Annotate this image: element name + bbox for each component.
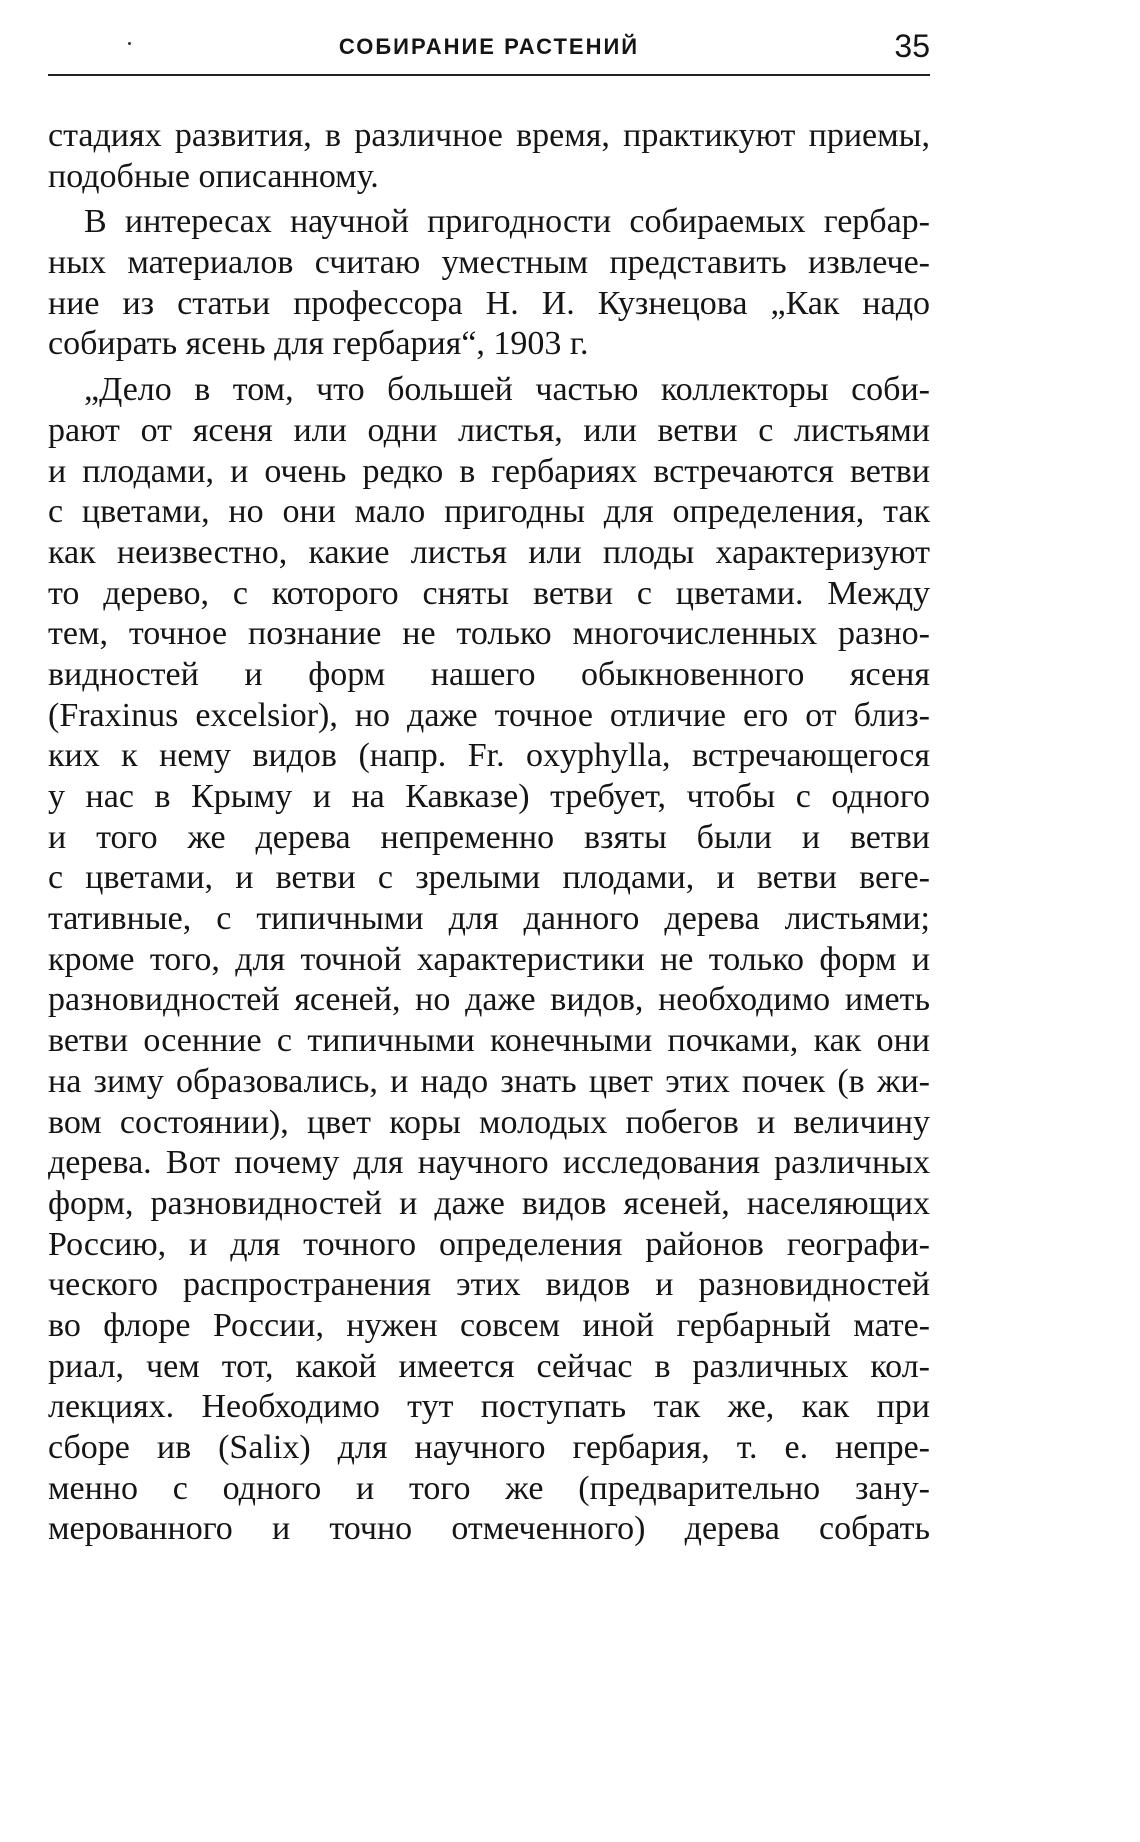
text-line: и плодами, и очень редко в гербариях встречаются ветви bbox=[48, 452, 930, 490]
text-line: во флоре России, нужен совсем иной гербарный мате- bbox=[48, 1306, 930, 1344]
paragraph-1 bbox=[48, 116, 930, 197]
text-line: В интересах научной пригодности собираемых гербар- bbox=[84, 203, 930, 241]
text-line: подобные описанному. bbox=[48, 157, 379, 195]
paragraph-3 bbox=[48, 370, 930, 1550]
text-line: тативные, с типичными для данного дерева листьями; bbox=[48, 900, 930, 938]
text-line: то дерево, с которого сняты ветви с цветами. Между bbox=[48, 574, 930, 612]
page-number: 35 bbox=[894, 28, 930, 64]
text-line: (Fraxinus excelsior), но даже точное отличие его от близ- bbox=[48, 696, 930, 734]
text-line: собирать ясень для гербария“, 1903 г. bbox=[48, 325, 589, 363]
text-line: сборе ив (Salix) для научного гербария, т. е. непре- bbox=[48, 1429, 930, 1466]
text-line: с цветами, и ветви с зрелыми плодами, и ветви веге- bbox=[48, 859, 930, 897]
text-line: и того же дерева непременно взяты были и ветви bbox=[48, 818, 930, 856]
text-line: Россию, и для точного определения районов географи- bbox=[48, 1225, 930, 1263]
text-line: вом состоянии), цвет коры молодых побегов и величину bbox=[48, 1103, 930, 1141]
text-line: кроме того, для точной характеристики не только форм и bbox=[48, 940, 930, 978]
text-line: разновидностей ясеней, но даже видов, необходимо иметь bbox=[48, 981, 930, 1019]
text-line: с цветами, но они мало пригодны для определения, так bbox=[48, 493, 930, 531]
text-line: дерева. Вот почему для научного исследования различных bbox=[48, 1144, 930, 1182]
running-title: СОБИРАНИЕ РАСТЕНИЙ bbox=[338, 34, 640, 59]
text-line: видностей и форм нашего обыкновенного ясеня bbox=[48, 655, 930, 693]
body-text bbox=[48, 116, 930, 1550]
text-line: ние из статьи профессора Н. И. Кузнецова „Как надо bbox=[48, 284, 930, 322]
text-line: ветви осенние с типичными конечными почками, как они bbox=[48, 1022, 930, 1060]
text-line: на зиму образовались, и надо знать цвет этих почек (в жи- bbox=[48, 1062, 930, 1100]
running-header bbox=[48, 30, 930, 76]
text-line: рают от ясеня или одни листья, или ветви с листьями bbox=[48, 411, 930, 449]
text-line: мерованного и точно отмеченного) дерева собрать bbox=[48, 1510, 930, 1548]
text-line: тем, точное познание не только многочисленных разно- bbox=[48, 615, 930, 653]
text-line: ческого распространения этих видов и разновидностей bbox=[48, 1266, 930, 1304]
text-line: ких к нему видов (напр. Fr. oxyphylla, встречающегося bbox=[48, 737, 930, 775]
text-line: как неизвестно, какие листья или плоды характеризуют bbox=[48, 533, 930, 571]
text-line: стадиях развития, в различное время, практикуют приемы, bbox=[48, 117, 930, 154]
text-line: форм, разновидностей и даже видов ясеней, населяющих bbox=[48, 1184, 930, 1222]
paragraph-2 bbox=[48, 202, 930, 365]
text-line: лекциях. Необходимо тут поступать так же, как при bbox=[48, 1388, 930, 1426]
print-speck bbox=[128, 42, 131, 45]
text-line: менно с одного и того же (предварительно зану- bbox=[48, 1469, 930, 1507]
text-line: риал, чем тот, какой имеется сейчас в различных кол- bbox=[48, 1347, 930, 1385]
text-line: у нас в Крыму и на Кавказе) требует, чтобы с одного bbox=[48, 778, 930, 815]
text-line: ных материалов считаю уместным представить извлече- bbox=[48, 244, 930, 282]
text-line: „Дело в том, что большей частью коллекторы соби- bbox=[84, 371, 930, 409]
